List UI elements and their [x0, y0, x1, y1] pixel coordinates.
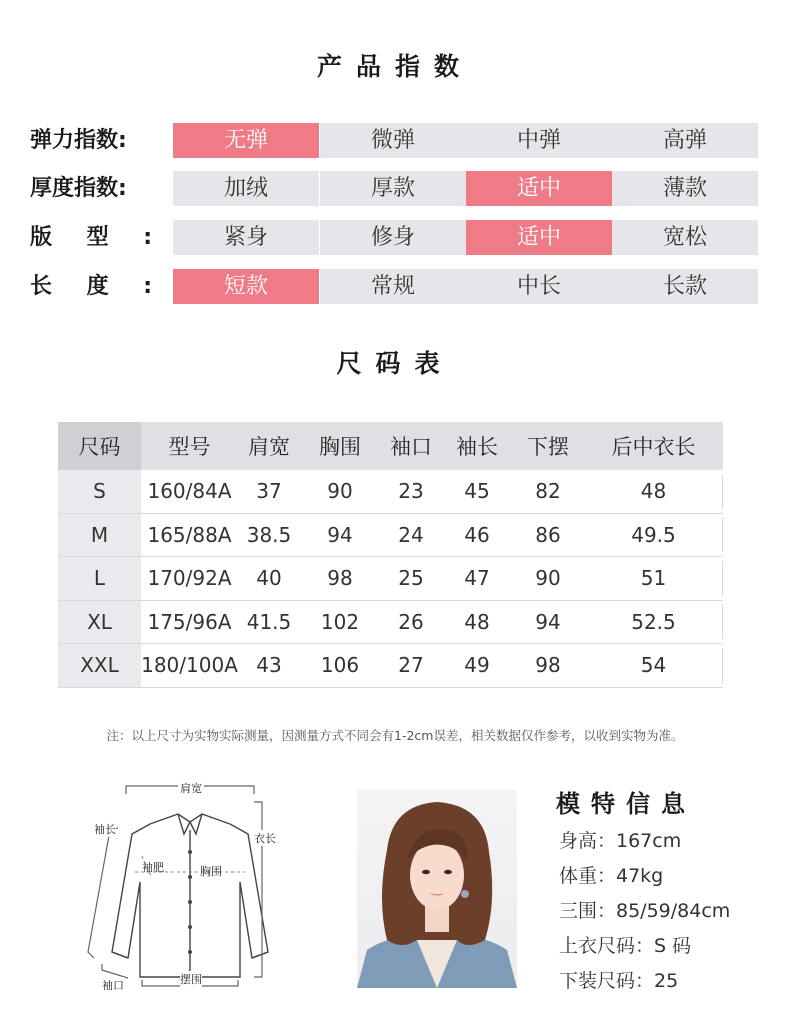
table-cell: 51: [640, 566, 667, 591]
size-chart-title: 尺码表: [336, 349, 454, 378]
table-cell: 90: [327, 479, 353, 504]
table-cell: 37: [256, 479, 282, 504]
table-cell: 23: [398, 479, 424, 504]
table-row: [58, 514, 723, 558]
index-row: [0, 220, 790, 255]
model-info-line: 体重：47kg: [559, 865, 664, 887]
model-photo: [357, 790, 517, 988]
index-option: 高弹: [612, 123, 758, 158]
table-cell: 38.5: [246, 522, 292, 547]
table-header-cell: 后中衣长: [611, 435, 696, 459]
label-sleeve-length: 袖长: [94, 823, 116, 836]
table-cell: 49.5: [631, 522, 676, 547]
index-row: [0, 171, 790, 206]
table-cell: 24: [398, 522, 424, 547]
table-cell: L: [93, 566, 106, 591]
table-cell: 25: [398, 566, 424, 591]
table-cell: 41.5: [246, 609, 292, 634]
index-option: 厚款: [320, 171, 466, 206]
index-label: 长度:: [30, 274, 152, 299]
table-cell: 160/84A: [147, 479, 232, 504]
table-cell: S: [93, 479, 106, 504]
table-cell: 52.5: [631, 609, 676, 634]
table-cell: 47: [464, 566, 490, 591]
index-option: 长款: [612, 269, 758, 304]
table-cell: 48: [640, 479, 667, 504]
index-option: 紧身: [173, 220, 319, 255]
table-row: [58, 557, 723, 601]
table-cell: M: [90, 522, 109, 547]
index-option: 中长: [466, 269, 612, 304]
table-cell: 48: [464, 609, 490, 634]
measurement-note: 注：以上尺寸为实物实际测量，因测量方式不同会有1-2cm误差，相关数据仅作参考，以收到实物为准。: [106, 728, 684, 743]
table-cell: XL: [87, 609, 112, 634]
table-cell: 102: [320, 609, 360, 634]
model-info-line: 身高：167cm: [559, 830, 682, 852]
model-info-line: 上衣尺码：S 码: [559, 935, 692, 957]
label-hem: 摆围: [180, 973, 202, 986]
table-header-cell: 袖口: [390, 435, 432, 459]
table-cell: 90: [535, 566, 561, 591]
index-label: 弹力指数:: [30, 128, 127, 153]
table-row: [58, 470, 723, 514]
index-option: 薄款: [612, 171, 758, 206]
size-table: [58, 422, 723, 688]
model-info-line: 下装尺码：25: [559, 970, 679, 992]
label-sleeve-width: 袖肥: [142, 861, 164, 874]
table-cell: 98: [327, 566, 353, 591]
table-cell: 94: [327, 522, 353, 547]
table-cell: XXL: [80, 653, 119, 678]
table-header-cell: 袖长: [456, 435, 498, 459]
index-row: [0, 123, 790, 158]
label-cuff: 袖口: [102, 979, 124, 992]
table-cell: 175/96A: [147, 609, 232, 634]
index-label: 版型:: [30, 225, 152, 250]
table-cell: 165/88A: [147, 522, 232, 547]
index-option: 加绒: [173, 171, 319, 206]
table-cell: 170/92A: [147, 566, 232, 591]
table-cell: 26: [398, 609, 424, 634]
model-info-title: 模特信息: [556, 790, 696, 818]
measurement-diagram: [80, 772, 300, 997]
product-index-title: 产品指数: [316, 52, 473, 81]
index-row: [0, 269, 790, 304]
table-cell: 27: [398, 653, 424, 678]
index-label: 厚度指数:: [30, 176, 127, 201]
table-row: [58, 644, 723, 688]
table-cell: 106: [320, 653, 360, 678]
index-option-selected: 短款: [173, 269, 319, 304]
table-header-row: [58, 422, 723, 470]
table-cell: 82: [535, 479, 561, 504]
index-option: 中弹: [466, 123, 612, 158]
table-header-cell: 肩宽: [248, 435, 290, 459]
index-option-selected: 无弹: [173, 123, 319, 158]
table-cell: 98: [535, 653, 561, 678]
table-header-cell: 下摆: [527, 435, 569, 459]
index-option: 修身: [320, 220, 466, 255]
table-cell: 46: [464, 522, 490, 547]
index-option: 微弹: [320, 123, 466, 158]
table-row: [58, 601, 723, 645]
table-cell: 94: [535, 609, 561, 634]
index-option-selected: 适中: [466, 171, 612, 206]
table-header-cell: 胸围: [319, 435, 361, 459]
table-cell: 180/100A: [141, 653, 238, 678]
shirt-diagram-icon: [80, 772, 300, 997]
table-cell: 40: [256, 566, 282, 591]
label-chest: 胸围: [200, 865, 222, 878]
table-header-cell: 尺码: [78, 435, 121, 459]
index-option: 宽松: [612, 220, 758, 255]
table-cell: 54: [640, 653, 667, 678]
table-header-cell: 型号: [168, 435, 211, 459]
table-cell: 43: [256, 653, 282, 678]
index-option: 常规: [320, 269, 466, 304]
label-body-length: 衣长: [254, 832, 276, 845]
table-cell: 45: [464, 479, 490, 504]
index-option-selected: 适中: [466, 220, 612, 255]
model-info-line: 三围：85/59/84cm: [559, 900, 731, 922]
table-cell: 86: [535, 522, 561, 547]
label-shoulder: 肩宽: [180, 782, 202, 795]
table-cell: 49: [464, 653, 490, 678]
